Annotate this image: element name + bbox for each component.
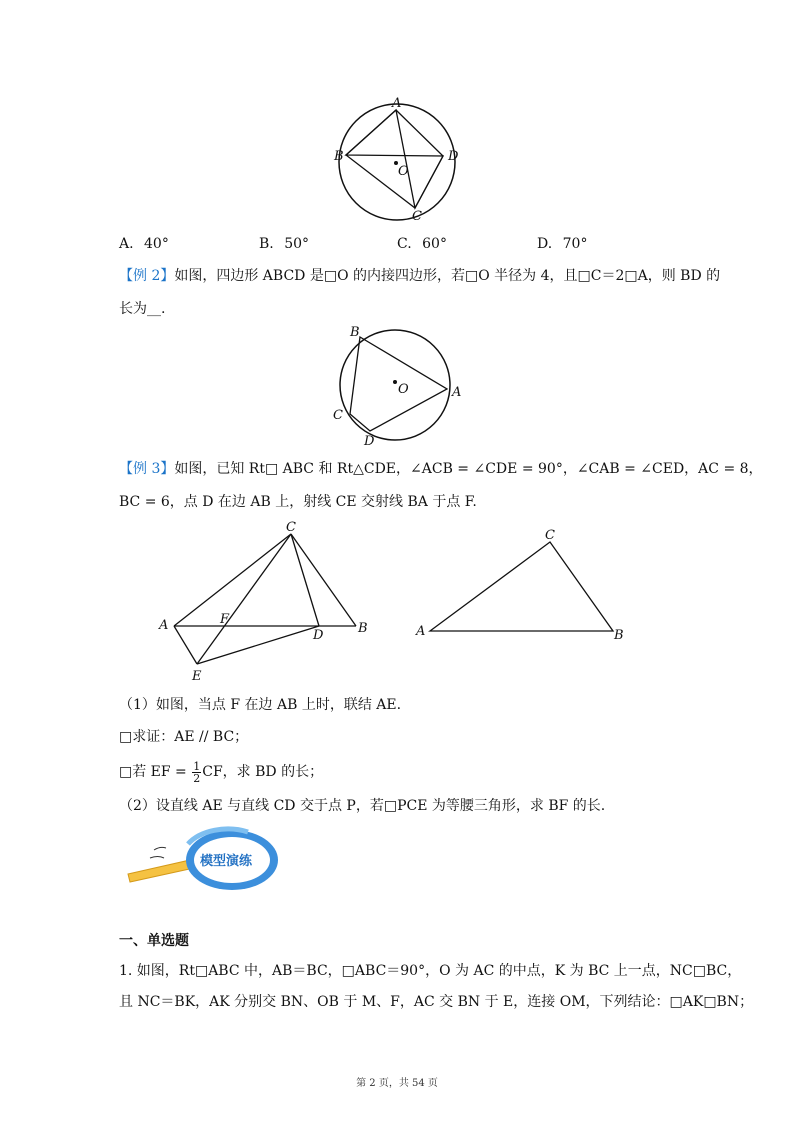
model-practice-badge bbox=[124, 822, 284, 892]
example-3-line-1 bbox=[119, 459, 763, 479]
page-footer: 第 2 页，共 54 页 bbox=[356, 1078, 438, 1089]
figure-triangles-abc-cde bbox=[150, 518, 390, 688]
example-2-line-2: 长为__. bbox=[119, 301, 166, 317]
problem-1-line-2: 且 NC＝BK，AK 分别交 BN、OB 于 M、F，AC 交 BN 于 E，连接 OM，下列结论：□AK□BN； bbox=[119, 994, 754, 1010]
q1b-prefix: □若 EF = bbox=[119, 764, 187, 780]
question-1: （1）如图，当点 F 在边 AB 上时，联结 AE. bbox=[119, 697, 402, 713]
fig2-label-o: O bbox=[398, 382, 409, 397]
choice-a-value: 40° bbox=[144, 236, 169, 252]
choice-c-letter: C. bbox=[397, 236, 412, 252]
badge-label: 模型演练 bbox=[200, 854, 253, 869]
choice-c bbox=[397, 236, 447, 252]
figure-triangle-abc bbox=[410, 525, 640, 650]
fig4-label-a: A bbox=[416, 624, 426, 639]
problem-1-line-1: 1. 如图，Rt□ABC 中，AB＝BC，□ABC＝90°，O 为 AC 的中点，K 为 BC 上一点，NC□BC， bbox=[119, 963, 742, 979]
example-3-tag: 【例 3】 bbox=[119, 461, 175, 477]
fig1-label-b: B bbox=[334, 149, 344, 164]
choice-b-letter: B. bbox=[259, 236, 274, 252]
section-title: 一、单选题 bbox=[119, 933, 189, 949]
example-2-tag: 【例 2】 bbox=[119, 268, 175, 284]
question-2: （2）设直线 AE 与直线 CD 交于点 P，若□PCE 为等腰三角形，求 BF 的长. bbox=[119, 798, 606, 814]
fig3-label-e: E bbox=[192, 669, 202, 684]
question-1-part-a: □求证：AE // BC； bbox=[119, 729, 249, 745]
q1b-suffix: CF，求 BD 的长； bbox=[202, 764, 324, 780]
fig1-label-d: D bbox=[448, 149, 459, 164]
choice-d-letter: D. bbox=[537, 236, 553, 252]
fig4-label-b: B bbox=[614, 628, 624, 643]
fraction-denominator: 2 bbox=[193, 771, 201, 785]
fig2-center-dot bbox=[393, 380, 397, 384]
fig2-label-c: C bbox=[333, 408, 343, 423]
figure-circle-quadrilateral-2 bbox=[328, 322, 468, 452]
choice-c-value: 60° bbox=[422, 236, 447, 252]
fig1-label-o: O bbox=[398, 164, 409, 179]
example-3-text: 如图，已知 Rt□ ABC 和 Rt△CDE，∠ACB = ∠CDE = 90°，∠CAB = ∠CED，AC = 8， bbox=[174, 461, 763, 477]
fraction-one-half bbox=[192, 761, 201, 784]
fig1-label-a: A bbox=[392, 96, 402, 111]
fraction-numerator: 1 bbox=[193, 759, 201, 773]
fig3-label-a: A bbox=[159, 618, 169, 633]
example-3-line-2: BC = 6，点 D 在边 AB 上，射线 CE 交射线 BA 于点 F. bbox=[119, 494, 477, 510]
choice-b-value: 50° bbox=[284, 236, 310, 252]
fig4-label-c: C bbox=[545, 528, 555, 543]
choice-a bbox=[119, 236, 169, 252]
choice-d bbox=[537, 236, 587, 252]
example-2-text: 如图，四边形 ABCD 是□O 的内接四边形，若□O 半径为 4，且□C＝2□A，则 BD 的 bbox=[174, 268, 721, 284]
fig2-label-b: B bbox=[350, 325, 360, 340]
fig3-label-c: C bbox=[286, 520, 296, 535]
fig1-quadrilateral bbox=[346, 110, 443, 208]
fig3-label-d: D bbox=[313, 628, 324, 643]
fig2-label-d: D bbox=[364, 434, 375, 449]
fig1-sides bbox=[346, 110, 443, 208]
figure-circle-quadrilateral-1 bbox=[330, 95, 470, 225]
choice-b bbox=[259, 236, 309, 252]
fig2-circle bbox=[340, 330, 450, 440]
example-2-line-1 bbox=[119, 266, 720, 286]
fig3-label-b: B bbox=[358, 621, 368, 636]
choice-d-value: 70° bbox=[562, 236, 588, 252]
fig3-label-f: F bbox=[220, 612, 230, 627]
fig1-label-c: C bbox=[412, 209, 422, 224]
question-1-part-b bbox=[119, 760, 323, 784]
fig2-label-a: A bbox=[452, 385, 462, 400]
choice-a-letter: A. bbox=[119, 236, 134, 252]
